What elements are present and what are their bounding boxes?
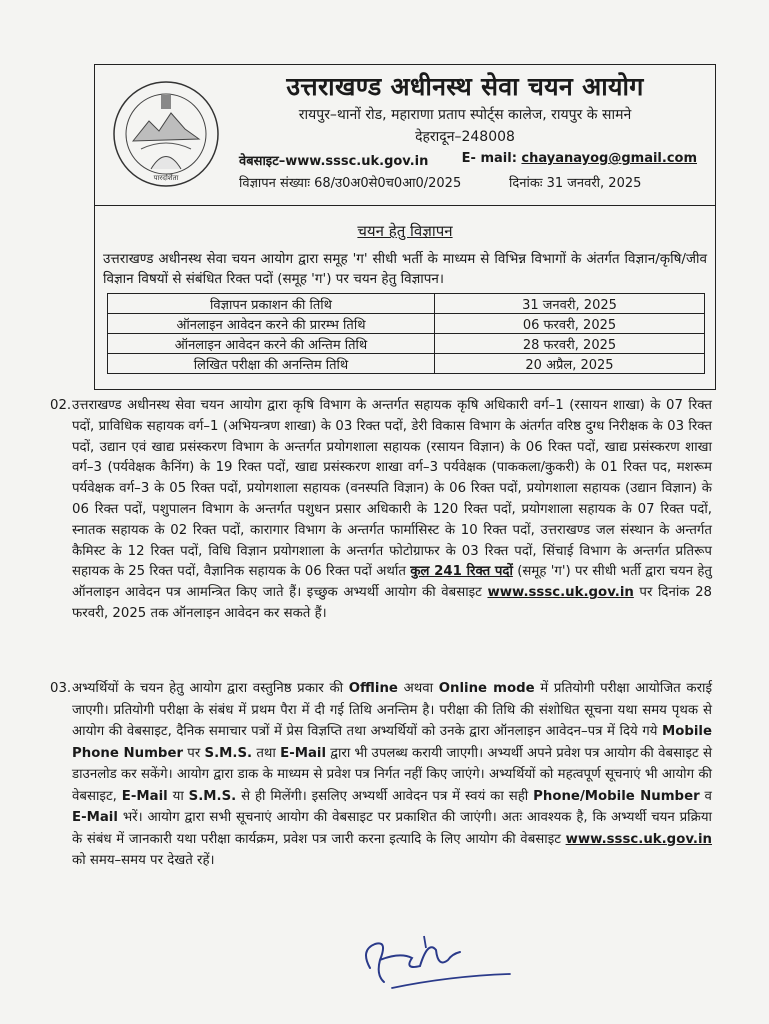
phone-term: Phone/Mobile Number (533, 788, 700, 804)
address-line-2: देहरादून–248008 (415, 129, 515, 145)
date-value: 20 अप्रैल, 2025 (435, 354, 705, 374)
date-label: लिखित परीक्षा की अनन्तिम तिथि (108, 354, 435, 374)
header-divider (95, 205, 715, 206)
signature (340, 930, 520, 1000)
offline-term: Offline (348, 681, 398, 696)
paragraph-03 (50, 678, 713, 872)
mobile-term: Mobile Phone Number (72, 724, 712, 761)
address-line-1: रायपुर–थानों रोड, महाराणा प्रताप स्पोर्ट्स कालेज, रायपुर के सामने (298, 107, 632, 123)
para3-text-c: में प्रतियोगी परीक्षा आयोजित कराई जाएगी। प्रतियोगी परीक्षा के संबंध में प्रथम पैरा में दी गई तिथि अनन्तिम है। परीक्षा की तिथि की संशोधित सूचना यथा समय पृथक से आयोग की वेबसाइट, दैनिक समाचार पत्रों में प्रेस विज्ञप्ति तथा अभ्यर्थियों को उनके द्वारा ऑनलाइन आवेदन–पत्र में दिये गये (72, 681, 713, 739)
para3-text-e: तथा (256, 745, 276, 761)
date-value: 28 फरवरी, 2025 (435, 334, 705, 354)
date-value: 31 जनवरी, 2025 (435, 294, 705, 314)
online-term: Online mode (438, 681, 535, 696)
table-row (108, 334, 705, 354)
org-title: उत्तराखण्ड अधीनस्थ सेवा चयन आयोग (286, 72, 644, 101)
para3-text-a: अभ्यर्थियों के चयन हेतु आयोग द्वारा वस्तुनिष्ठ प्रकार की (72, 681, 344, 696)
table-row (108, 294, 705, 314)
dates-table (107, 293, 705, 374)
letterhead-frame (94, 64, 716, 390)
website-link[interactable]: www.sssc.uk.gov.in (487, 585, 634, 601)
para3-text-k: को समय–समय पर देखते रहें। (72, 853, 215, 868)
para2-text-c: पर दिनांक 28 फरवरी, 2025 तक ऑनलाइन आवेदन कर सकते हैं। (72, 585, 712, 621)
svg-text:पारदर्शिता: पारदर्शिता (153, 174, 179, 182)
date-label: विज्ञापन प्रकाशन की तिथि (108, 294, 435, 314)
date-label: ऑनलाइन आवेदन करने की अन्तिम तिथि (108, 334, 435, 354)
intro-text: उत्तराखण्ड अधीनस्थ सेवा चयन आयोग द्वारा समूह 'ग' सीधी भर्ती के माध्यम से विभिन्न विभागों के अंतर्गत विज्ञान/कृषि/जीव विज्ञान विषयों से संबंधित रिक्त पदों (समूह 'ग') पर चयन हेतु विज्ञापन। (103, 251, 707, 287)
email-term: E-Mail (280, 745, 327, 761)
table-row (108, 354, 705, 374)
email-link[interactable]: chayanayog@gmail.com (521, 151, 697, 166)
website-link[interactable]: www.sssc.uk.gov.in (565, 831, 712, 847)
commission-seal-logo (111, 79, 221, 189)
website-label: वेबसाइट–www.sssc.uk.gov.in (239, 154, 429, 169)
para3-text-i: व (704, 788, 712, 804)
email-block (462, 151, 697, 166)
advt-number: विज्ञापन संख्याः 68/उ0अ0से0च0आ0/2025 (239, 176, 462, 191)
contact-row (239, 151, 697, 169)
para3-text-j: भरें। आयोग द्वारा सभी सूचनाएं आयोग की वेबसाइट पर प्रकाशित की जाएंगी। अतः आवश्यक है, कि अभ्यर्थी चयन प्रक्रिया के संबंध में जानकारी यथा परीक्षा कार्यक्रम, प्रवेश पत्र जारी करना इत्यादि के लिए आयोग की वेबसाइट (72, 810, 712, 847)
date-label: ऑनलाइन आवेदन करने की प्रारम्भ तिथि (108, 314, 435, 334)
paragraph-number: 02. (50, 398, 72, 413)
para2-text-b: (समूह 'ग') पर सीधी भर्ती द्वारा चयन हेतु ऑनलाइन आवेदन पत्र आमन्त्रित किए जाते हैं। इच्छुक अभ्यर्थी आयोग की वेबसाइट (72, 564, 712, 601)
paragraph-02 (50, 396, 712, 625)
para3-text-h: से ही मिलेंगी। इसलिए अभ्यर्थी आवेदन पत्र में स्वयं का सही (241, 788, 529, 804)
total-posts: कुल 241 रिक्त पदों (410, 564, 513, 580)
email-term: E-Mail (72, 810, 118, 825)
advt-row (239, 173, 709, 191)
para3-text-d: पर (187, 745, 201, 761)
advt-date: दिनांकः 31 जनवरी, 2025 (509, 176, 642, 191)
para2-text-a: उत्तराखण्ड अधीनस्थ सेवा चयन आयोग द्वारा कृषि विभाग के अन्तर्गत सहायक कृषि अधिकारी वर्ग–1 (रसायन शाखा) के 07 रिक्त पदों, प्राविधिक सहायक वर्ग–1 (अभियन्त्रण शाखा) के 03 रिक्त पदों, डेरी विकास विभाग के अंतर्गत वरिष्ठ दुग्ध निरीक्षक के 03 रिक्त पदों, उद्यान एवं खाद्य प्रसंस्करण विभाग के अन्तर्गत प्रयोगशाला सहायक (रसायन विज्ञान) के 06 रिक्त पदों, खाद्य प्रसंस्करण शाखा वर्ग–3 (पर्यवेक्षक कैनिंग) के 19 रिक्त पदों, खाद्य प्रसंस्करण शाखा वर्ग–3 पर्यवेक्षक (पाककला/कुकरी) के 01 रिक्त पद, मशरूम पर्यवेक्षक वर्ग–3 के 05 रिक्त पदों, प्रयोगशाला सहायक (वनस्पति विज्ञान) के 06 रिक्त पदों, प्रयोगशाला सहायक (उद्यान विज्ञान) के 06 रिक्त पदों, पशुपालन विभाग के अन्तर्गत पशुधन प्रसार अधिकारी के 120 रिक्त पदों, प्रयोगशाला सहायक के 07 रिक्त पदों, स्नातक सहायक के 02 रिक्त पदों, कारागार विभाग के अन्तर्गत फार्मासिस्ट के 10 रिक्त पदों, उत्तराखण्ड जल संस्थान के अन्तर्गत कैमिस्ट के 12 रिक्त पदों, विधि विज्ञान प्रयोगशाला के अन्तर्गत फोटोग्राफर के 03 रिक्त पदों, सिंचाई विभाग के अन्तर्गत प्रतिरूप सहायक के 25 रिक्त पदों, वैज्ञानिक सहायक के 06 रिक्त पदों अर्थात (72, 398, 712, 580)
table-row (108, 314, 705, 334)
paragraph-number: 03. (50, 681, 72, 696)
para3-text-g: या (172, 788, 184, 804)
email-label: E- mail: (461, 151, 517, 166)
sms-term: S.M.S. (204, 745, 253, 761)
para3-text-b: अथवा (403, 681, 434, 696)
sms-term: S.M.S. (188, 788, 237, 804)
email-term: E-Mail (121, 788, 168, 804)
date-value: 06 फरवरी, 2025 (435, 314, 705, 334)
section-title: चयन हेतु विज्ञापन (357, 222, 453, 240)
para3-text-f: द्वारा भी उपलब्ध करायी जाएगी। अभ्यर्थी अपने प्रवेश पत्र आयोग की वेबसाइट से डाउनलोड कर सकेंगे। आयोग द्वारा डाक के माध्यम से प्रवेश पत्र निर्गत नहीं किए जाएंगे। अभ्यर्थियों को महत्वपूर्ण सूचनाएं भी आयोग की वेबसाइट, (72, 745, 712, 804)
